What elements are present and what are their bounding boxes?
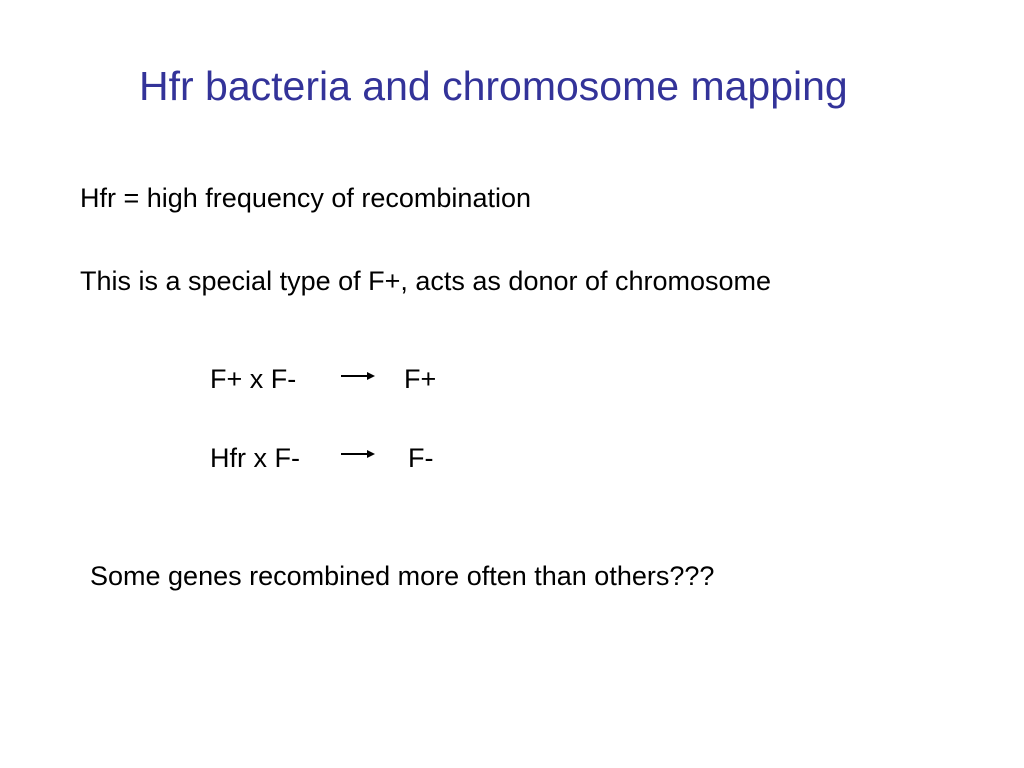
right-arrow-icon (341, 448, 375, 460)
cross-1-result: F+ (404, 364, 437, 394)
definition-line: Hfr = high frequency of recombination (80, 183, 531, 213)
question-line: Some genes recombined more often than others??? (90, 561, 715, 591)
cross-1-parents: F+ x F- (210, 364, 297, 394)
cross-2-parents: Hfr x F- (210, 443, 300, 473)
slide-title: Hfr bacteria and chromosome mapping (139, 63, 848, 109)
cross-2-result: F- (408, 443, 434, 473)
right-arrow-icon (341, 370, 375, 382)
description-line: This is a special type of F+, acts as donor of chromosome (80, 266, 772, 296)
